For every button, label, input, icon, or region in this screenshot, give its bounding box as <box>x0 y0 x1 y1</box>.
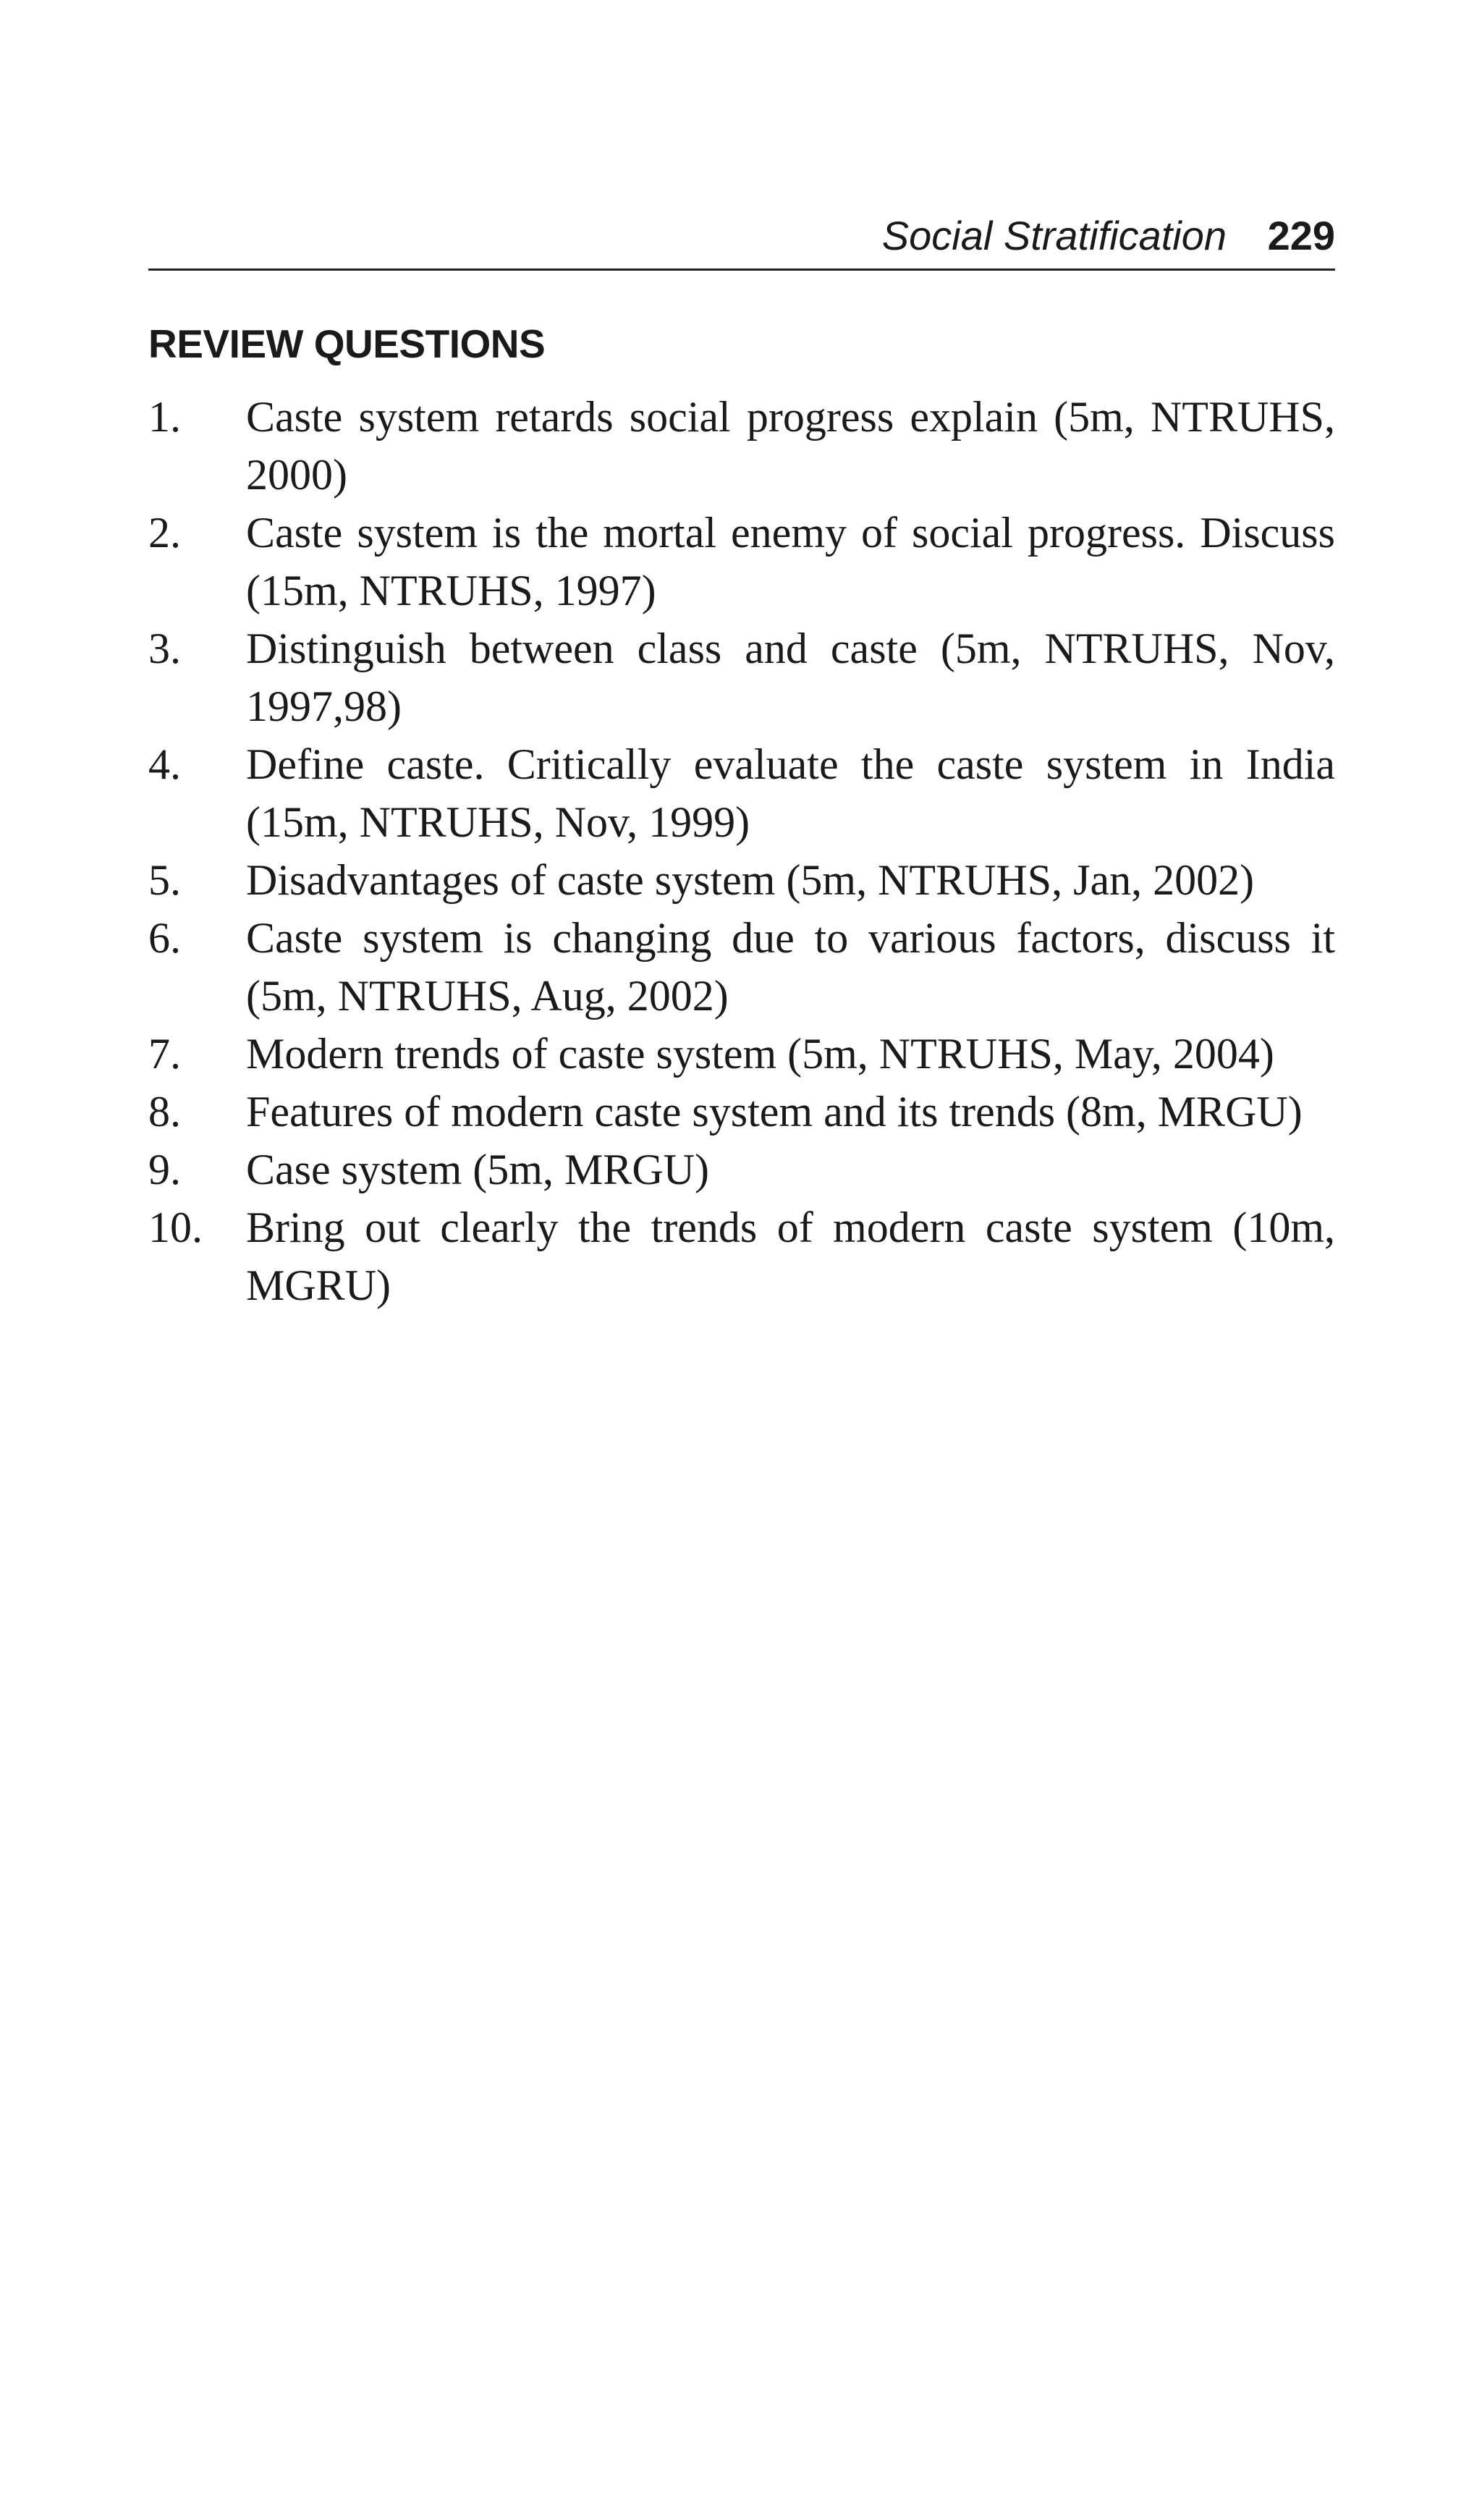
question-text: Caste system is the mortal enemy of social progress. Discuss (15m, NTRUHS, 1997) <box>246 509 1335 614</box>
question-number: 6. <box>148 914 181 962</box>
question-text: Bring out clearly the trends of modern caste system (10m, MGRU) <box>246 1204 1335 1309</box>
question-text: Caste system retards social progress explain (5m, NTRUHS, 2000) <box>246 393 1335 499</box>
question-number: 4. <box>148 740 181 788</box>
question-item <box>148 909 1335 1025</box>
question-number: 5. <box>148 856 181 904</box>
page-number: 229 <box>1267 213 1335 258</box>
page-header <box>148 210 1335 271</box>
section-heading: REVIEW QUESTIONS <box>148 321 546 366</box>
question-text: Disadvantages of caste system (5m, NTRUHS, Jan, 2002) <box>246 856 1255 904</box>
question-item <box>148 1198 1335 1314</box>
question-item <box>148 851 1335 909</box>
question-text: Define caste. Critically evaluate the caste system in India (15m, NTRUHS, Nov, 1999) <box>246 740 1335 846</box>
question-number: 7. <box>148 1030 181 1078</box>
question-item <box>148 388 1335 504</box>
question-text: Modern trends of caste system (5m, NTRUHS, May, 2004) <box>246 1030 1274 1078</box>
question-number: 3. <box>148 625 181 672</box>
question-text: Distinguish between class and caste (5m, NTRUHS, Nov, 1997,98) <box>246 625 1335 730</box>
question-item <box>148 620 1335 735</box>
question-item <box>148 1083 1335 1141</box>
review-questions-list <box>148 388 1335 1314</box>
question-item <box>148 504 1335 620</box>
question-text: Features of modern caste system and its trends (8m, MRGU) <box>246 1088 1303 1136</box>
question-item <box>148 1025 1335 1083</box>
question-text: Case system (5m, MRGU) <box>246 1146 709 1193</box>
question-item <box>148 1141 1335 1198</box>
question-number: 8. <box>148 1088 181 1136</box>
question-number: 1. <box>148 393 181 441</box>
question-number: 10. <box>148 1204 203 1251</box>
question-text: Caste system is changing due to various factors, discuss it (5m, NTRUHS, Aug, 2002) <box>246 914 1335 1020</box>
question-number: 9. <box>148 1146 181 1193</box>
question-item <box>148 735 1335 851</box>
running-title: Social Stratification <box>881 213 1227 258</box>
question-number: 2. <box>148 509 181 557</box>
